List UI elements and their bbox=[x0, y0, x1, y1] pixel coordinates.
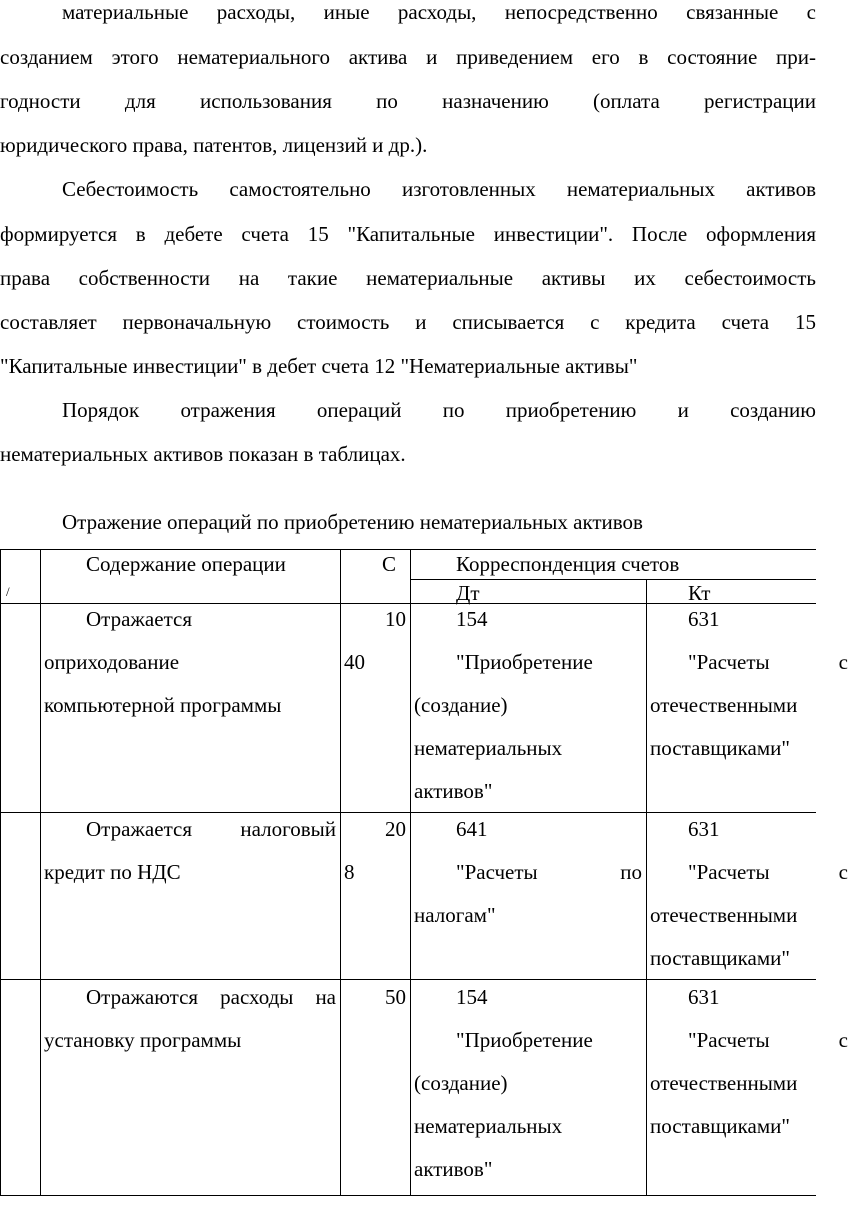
row-1-bottom-border bbox=[0, 812, 816, 813]
col-border-content bbox=[340, 549, 341, 1195]
row-3-credit-code: 631 bbox=[688, 985, 720, 1009]
header-credit: Кт bbox=[688, 581, 711, 605]
table-border-top bbox=[0, 549, 816, 550]
row-1-credit-name-3: поставщиками" bbox=[650, 736, 790, 760]
row-1-debit-name-4: активов" bbox=[414, 779, 493, 803]
col-border-num bbox=[40, 549, 41, 1195]
row-3-debit-name-1: "Приобретение bbox=[456, 1028, 593, 1052]
header-debit: Дт bbox=[456, 581, 480, 605]
row-3-credit-name-1: "Расчеты с bbox=[688, 1028, 848, 1052]
row-2-credit-name-2: отечественными bbox=[650, 903, 798, 927]
row-3-debit-name-4: активов" bbox=[414, 1157, 493, 1181]
paragraph-3-line-1: Порядок отражения операций по приобретению и созданию bbox=[62, 398, 816, 422]
row-1-content-line-2: оприходование bbox=[44, 650, 180, 674]
header-corr: Корреспонденция счетов bbox=[456, 552, 680, 576]
row-1-credit-code: 631 bbox=[688, 607, 720, 631]
paragraph-2-line-1: Себестоимость самостоятельно изготовленных нематериальных активов bbox=[62, 177, 816, 201]
header-num: / bbox=[6, 584, 10, 599]
row-2-bottom-border bbox=[0, 979, 816, 980]
row-1-content-line-3: компьютерной программы bbox=[44, 693, 282, 717]
row-2-sum-line-2: 8 bbox=[344, 860, 355, 884]
paragraph-1-line-2: созданием этого нематериального актива и приведением его в состояние при- bbox=[0, 45, 816, 69]
row-2-sum-line-1: 20 bbox=[385, 817, 406, 841]
table-caption: Отражение операций по приобретению нематериальных активов bbox=[62, 510, 643, 534]
row-3-debit-code: 154 bbox=[456, 985, 488, 1009]
row-1-debit-name-2: (создание) bbox=[414, 693, 508, 717]
paragraph-1-line-4: юридического права, патентов, лицензий и др.). bbox=[0, 133, 428, 157]
col-border-debit bbox=[646, 579, 647, 1195]
row-3-debit-name-2: (создание) bbox=[414, 1071, 508, 1095]
row-1-credit-name-2: отечественными bbox=[650, 693, 798, 717]
paragraph-3-line-2: нематериальных активов показан в таблицах. bbox=[0, 442, 406, 466]
paragraph-2-line-4: составляет первоначальную стоимость и списывается с кредита счета 15 bbox=[0, 310, 816, 334]
row-3-debit-name-3: нематериальных bbox=[414, 1114, 563, 1138]
row-1-debit-name-3: нематериальных bbox=[414, 736, 563, 760]
paragraph-2-line-5: "Капитальные инвестиции" в дебет счета 12 "Нематериальные активы" bbox=[0, 354, 638, 378]
row-3-credit-name-3: поставщиками" bbox=[650, 1114, 790, 1138]
row-3-content-line-2: установку программы bbox=[44, 1028, 242, 1052]
row-3-content-line-1: Отражаются расходы на bbox=[86, 985, 336, 1009]
corr-header-divider bbox=[410, 579, 816, 580]
paragraph-1-line-3: годности для использования по назначению (оплата регистрации bbox=[0, 89, 816, 113]
paragraph-2-line-3: права собственности на такие нематериальные активы их себестоимость bbox=[0, 266, 816, 290]
table-border-bottom bbox=[0, 1195, 816, 1196]
header-sum: С bbox=[382, 552, 397, 576]
row-2-debit-code: 641 bbox=[456, 817, 488, 841]
paragraph-1-line-1: материальные расходы, иные расходы, непосредственно связанные с bbox=[62, 0, 816, 24]
row-2-content-line-1: Отражается налоговый bbox=[86, 817, 336, 841]
row-2-credit-name-3: поставщиками" bbox=[650, 946, 790, 970]
header-content: Содержание операции bbox=[86, 552, 286, 576]
row-1-credit-name-1: "Расчеты с bbox=[688, 650, 848, 674]
row-2-debit-name-2: налогам" bbox=[414, 903, 496, 927]
paragraph-2-line-2: формируется в дебете счета 15 "Капитальные инвестиции". После оформления bbox=[0, 222, 816, 246]
col-border-left bbox=[0, 549, 1, 1195]
row-2-debit-name-1: "Расчеты по bbox=[456, 860, 642, 884]
row-1-debit-code: 154 bbox=[456, 607, 488, 631]
col-border-sum bbox=[410, 549, 411, 1195]
row-3-credit-name-2: отечественными bbox=[650, 1071, 798, 1095]
row-1-sum-line-2: 40 bbox=[344, 650, 365, 674]
row-1-sum-line-1: 10 bbox=[385, 607, 406, 631]
row-1-debit-name-1: "Приобретение bbox=[456, 650, 593, 674]
row-3-sum-line-1: 50 bbox=[385, 985, 406, 1009]
row-1-content-line-1: Отражается bbox=[86, 607, 192, 631]
row-2-credit-name-1: "Расчеты с bbox=[688, 860, 848, 884]
row-2-content-line-2: кредит по НДС bbox=[44, 860, 181, 884]
row-2-credit-code: 631 bbox=[688, 817, 720, 841]
